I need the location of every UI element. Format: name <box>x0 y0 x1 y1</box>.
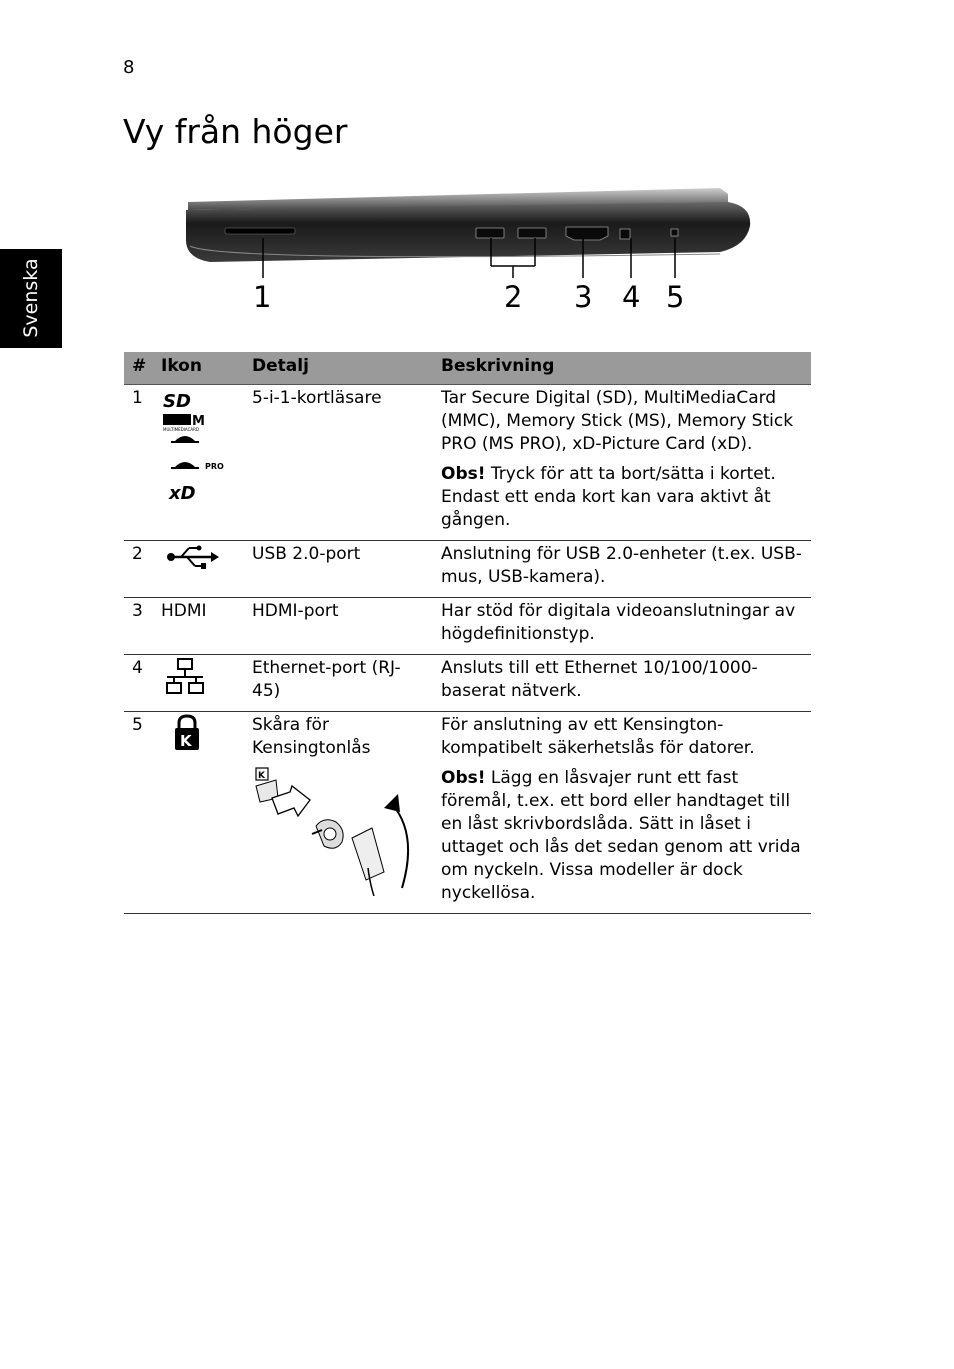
ms-pro-logo-text: PRO <box>205 462 224 471</box>
language-side-tab <box>0 249 62 348</box>
svg-text:SD: SD <box>163 391 191 412</box>
table-header-row <box>124 352 811 385</box>
row-detail <box>244 712 433 914</box>
header-detail: Detalj <box>244 352 433 385</box>
note-text: Lägg en låsvajer runt ett fast föremål, t.ex. ett bord eller handtaget till en låst skrivbordslåda. Sätt in låset i uttaget och lås det sedan genom att vrida om nyckeln. Vissa modeller är dock nyckellösa. <box>441 768 801 903</box>
usb-icon <box>161 543 221 571</box>
callout-2: 2 <box>504 280 523 314</box>
page-number: 8 <box>123 57 135 78</box>
row-detail: Ethernet-port (RJ-45) <box>244 655 433 712</box>
ethernet-icon <box>161 657 209 695</box>
mmc-logo-text: MULTIMEDIACARD <box>163 427 199 432</box>
svg-text:K: K <box>180 732 192 750</box>
hdmi-icon-label: HDMI <box>153 598 244 655</box>
header-description: Beskrivning <box>433 352 811 385</box>
callout-5: 5 <box>666 280 685 314</box>
row-description <box>433 712 811 914</box>
lock-installation-illustration <box>252 764 412 896</box>
table-row <box>124 541 811 598</box>
description-note <box>441 767 805 905</box>
page-title: Vy från höger <box>123 112 348 151</box>
kensington-lock-icon <box>161 714 209 752</box>
note-text: Tryck för att ta bort/sätta i kortet. Endast ett enda kort kan vara aktivt åt gången. <box>441 464 776 530</box>
row-description: Ansluts till ett Ethernet 10/100/1000-baserat nätverk. <box>433 655 811 712</box>
header-number: # <box>124 352 153 385</box>
note-label: Obs! <box>441 768 486 788</box>
row-number: 2 <box>124 541 153 598</box>
callout-4: 4 <box>622 280 641 314</box>
row-detail: HDMI-port <box>244 598 433 655</box>
row-number: 3 <box>124 598 153 655</box>
row-description <box>433 385 811 541</box>
table-row <box>124 655 811 712</box>
ports-table <box>124 352 811 914</box>
language-tab-label: Svenska <box>20 258 42 338</box>
svg-text:M: M <box>192 414 205 429</box>
note-label: Obs! <box>441 464 486 484</box>
table-row <box>124 385 811 541</box>
row-number: 4 <box>124 655 153 712</box>
svg-text:K: K <box>258 771 265 781</box>
description-note <box>441 463 805 532</box>
table-row <box>124 712 811 914</box>
usb-icon-cell <box>153 541 244 598</box>
detail-text: Skåra för Kensingtonlås <box>252 715 371 758</box>
row-number: 5 <box>124 712 153 914</box>
kensington-icon-cell <box>153 712 244 914</box>
table-row <box>124 598 811 655</box>
row-detail: 5-i-1-kortläsare <box>244 385 433 541</box>
row-detail: USB 2.0-port <box>244 541 433 598</box>
description-text: För anslutning av ett Kensington-kompatibelt säkerhetslås för datorer. <box>441 715 755 758</box>
ethernet-icon-cell <box>153 655 244 712</box>
callout-1: 1 <box>253 280 272 314</box>
svg-text:xD: xD <box>169 483 196 504</box>
card-reader-logos-icon <box>161 387 227 505</box>
row-description: Anslutning för USB 2.0-enheter (t.ex. USB-mus, USB-kamera). <box>433 541 811 598</box>
description-text: Tar Secure Digital (SD), MultiMediaCard (MMC), Memory Stick (MS), Memory Stick PRO (MS PRO), xD-Picture Card (xD). <box>441 388 794 454</box>
callout-3: 3 <box>574 280 593 314</box>
row-description: Har stöd för digitala videoanslutningar av högdefinitionstyp. <box>433 598 811 655</box>
header-icon: Ikon <box>153 352 244 385</box>
card-reader-icons <box>153 385 244 541</box>
row-number: 1 <box>124 385 153 541</box>
